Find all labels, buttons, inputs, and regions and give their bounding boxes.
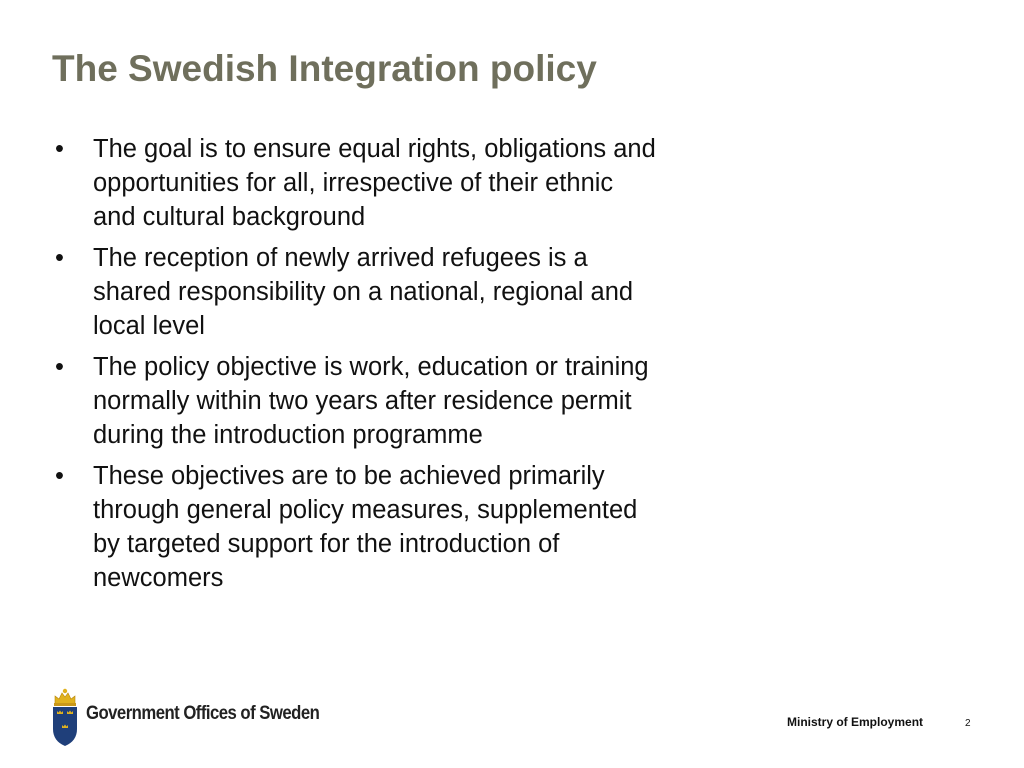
logo-text: Government Offices of Sweden	[86, 703, 320, 724]
bullet-item	[52, 459, 662, 595]
bullet-dot: •	[55, 135, 64, 163]
bullet-list	[52, 132, 662, 602]
bullet-dot: •	[55, 353, 64, 381]
bullet-text: These objectives are to be achieved primarily through general policy measures, supplemented by targeted support for the introduction of newcomers	[93, 462, 638, 592]
bullet-item	[52, 241, 662, 343]
government-logo	[50, 686, 351, 748]
slide-title: The Swedish Integration policy	[52, 48, 597, 89]
department-label: Ministry of Employment	[787, 715, 924, 729]
bullet-dot: •	[55, 244, 64, 272]
page-number: 2	[965, 718, 971, 729]
bullet-text: The goal is to ensure equal rights, obligations and opportunities for all, irrespective of their ethnic and cultural background	[93, 135, 656, 231]
bullet-text: The reception of newly arrived refugees is a shared responsibility on a national, regional and local level	[93, 244, 634, 340]
bullet-item	[52, 132, 662, 234]
bullet-text: The policy objective is work, education or training normally within two years after residence permit during the introduction programme	[93, 353, 649, 449]
crown-shield-icon	[50, 687, 80, 747]
bullet-dot: •	[55, 462, 64, 490]
bullet-item	[52, 350, 662, 452]
